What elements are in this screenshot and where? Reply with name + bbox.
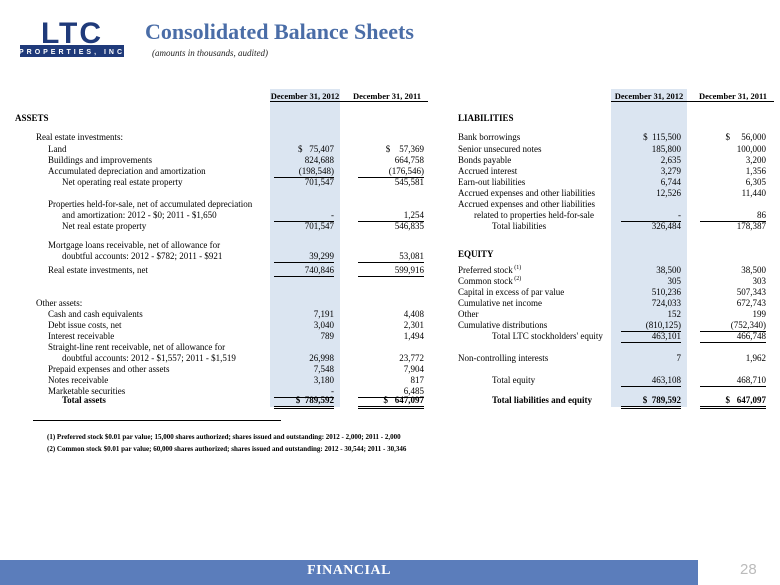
assets-row-value-2012: - [274, 386, 334, 398]
assets-row-label: Mortgage loans receivable, net of allowance for [48, 240, 221, 250]
assets-row-value-2011: 1,494 [403, 331, 424, 341]
equity-row-value-2012: (810,125) [621, 320, 681, 332]
liabilities-row-value-2012: 326,484 [651, 221, 681, 231]
liabilities-row-value-2012: 3,279 [660, 166, 681, 176]
assets-row-label: Real estate investments, net [48, 265, 148, 275]
liabilities-row-value-2011: 6,305 [745, 177, 766, 187]
equity-row-label: Non-controlling interests [458, 353, 549, 363]
equity-row-value-2011: 1,962 [745, 353, 766, 363]
assets-row-value-2011: 599,916 [358, 265, 424, 277]
assets-row-value-2011: 53,081 [358, 251, 424, 263]
equity-row-value-2011: 468,710 [700, 375, 766, 387]
assets-row-value-2011: $ 57,369 [385, 144, 424, 154]
assets-row-label: Land [48, 144, 67, 154]
page-title: Consolidated Balance Sheets [145, 19, 414, 44]
ltc-logo [20, 15, 124, 58]
equity-row-label: Other [458, 309, 479, 319]
liabilities-row-value-2011: 11,440 [741, 188, 766, 198]
equity-row-value-2012: 152 [667, 309, 681, 319]
equity-row-value-2011: 466,748 [700, 331, 766, 343]
col-header-right-2012: December 31, 2012 [614, 91, 684, 101]
logo-text: LTC [40, 17, 104, 50]
equity-row-label: Preferred stock $^{(1)}$ [458, 265, 522, 275]
assets-row-value-2011: 7,904 [403, 364, 424, 374]
equity-row-value-2012: 463,108 [621, 375, 681, 387]
logo-subtext: PROPERTIES, INC [20, 49, 124, 56]
assets-row-value-2012: 26,998 [309, 353, 334, 363]
assets-row-value-2012: 789 [320, 331, 334, 341]
equity-row-footnote-ref: (2) [512, 276, 522, 282]
assets-row-label: Prepaid expenses and other assets [48, 364, 170, 374]
liabilities-row-value-2012: 185,800 [651, 144, 681, 154]
equity-row-value-2012: 463,101 [621, 331, 681, 343]
liabilities-row-value-2012: 2,635 [660, 155, 681, 165]
liabilities-row-label: related to properties held-for-sale [474, 210, 595, 220]
equity-row-value-2011: 303 [752, 276, 766, 286]
assets-row-label: Real estate investments: [36, 132, 123, 142]
equity-row-value-2012: $ 789,592 [621, 395, 681, 409]
equity-row-label: Total equity [492, 375, 536, 385]
liabilities-row-value-2012: 12,526 [656, 188, 681, 198]
liabilities-row-label: Bank borrowings [458, 132, 521, 142]
assets-row-value-2012: 7,191 [313, 309, 334, 319]
header-rule-right [611, 101, 774, 102]
assets-row-label: Debt issue costs, net [48, 320, 122, 330]
assets-row-value-2012: 3,040 [313, 320, 334, 330]
assets-row-label: Interest receivable [48, 331, 115, 341]
liabilities-row-value-2011: 100,000 [736, 144, 766, 154]
liabilities-row-value-2012: 6,744 [660, 177, 681, 187]
equity-row-value-2011: 672,743 [736, 298, 766, 308]
assets-row-value-2012: 701,547 [304, 177, 334, 187]
equity-row-value-2012: 510,236 [651, 287, 681, 297]
assets-row-label: Other assets: [36, 298, 83, 308]
assets-row-label: Cash and cash equivalents [48, 309, 143, 319]
liabilities-row-label: Accrued expenses and other liabilities [458, 199, 595, 209]
assets-row-label: Buildings and improvements [48, 155, 152, 165]
assets-row-value-2011: 545,581 [394, 177, 424, 187]
liabilities-row-value-2012: $ 115,500 [643, 132, 681, 142]
assets-row-value-2012: 701,547 [304, 221, 334, 231]
equity-row-footnote-ref: (1) [512, 265, 522, 271]
assets-row-value-2012: 7,548 [313, 364, 334, 374]
liabilities-heading: LIABILITIES [458, 113, 514, 123]
assets-row-value-2011: 664,758 [394, 155, 424, 165]
assets-row-value-2012: 39,299 [274, 251, 334, 263]
liabilities-row-label: Earn-out liabilities [458, 177, 526, 187]
col-header-left-2012: December 31, 2012 [270, 91, 340, 101]
equity-row-value-2012: 38,500 [656, 265, 681, 275]
footnote-1: (1) Preferred stock $0.01 par value; 15,000 shares authorized; shares issued and outstanding: 2012 - 2,000; 2011 - 2,000 [47, 433, 401, 441]
equity-row-value-2011: 507,343 [736, 287, 766, 297]
liabilities-row-value-2011: 3,200 [745, 155, 766, 165]
assets-row-value-2012: 824,688 [304, 155, 334, 165]
assets-row-label: Total assets [62, 395, 106, 405]
assets-row-value-2012: 3,180 [313, 375, 334, 385]
assets-row-value-2011: 817 [410, 375, 424, 385]
col-header-left-2011: December 31, 2011 [352, 91, 422, 101]
assets-row-value-2011: 546,835 [394, 221, 424, 231]
equity-heading: EQUITY [458, 249, 494, 259]
assets-row-label: Marketable securities [48, 386, 126, 396]
assets-row-label: Straight-line rent receivable, net of allowance for [48, 342, 226, 352]
assets-row-label: Accumulated depreciation and amortization [48, 166, 206, 176]
assets-row-value-2011: 2,301 [403, 320, 424, 330]
liabilities-row-label: Senior unsecured notes [458, 144, 542, 154]
assets-row-value-2012: (198,548) [274, 166, 334, 178]
assets-row-label: doubtful accounts: 2012 - $782; 2011 - $921 [62, 251, 223, 261]
footnote-rule [33, 420, 281, 421]
equity-row-value-2012: 305 [667, 276, 681, 286]
assets-row-value-2011: 6,485 [358, 386, 424, 398]
equity-row-value-2011: 199 [752, 309, 766, 319]
assets-row-label: Notes receivable [48, 375, 109, 385]
equity-row-label: Capital in excess of par value [458, 287, 565, 297]
assets-row-label: Net operating real estate property [62, 177, 183, 187]
liabilities-row-value-2011: 1,356 [745, 166, 766, 176]
footnote-2: (2) Common stock $0.01 par value; 60,000 shares authorized; shares issued and outstanding: 2012 - 30,544; 2011 - 30,346 [47, 445, 407, 453]
liabilities-row-value-2011: 86 [700, 210, 766, 222]
assets-row-label: doubtful accounts: 2012 - $1,557; 2011 - $1,519 [62, 353, 236, 363]
equity-row-value-2012: 7 [676, 353, 681, 363]
assets-row-value-2011: 23,772 [399, 353, 424, 363]
page-subtitle: (amounts in thousands, audited) [152, 48, 268, 58]
liabilities-row-label: Bonds payable [458, 155, 512, 165]
assets-row-label: Properties held-for-sale, net of accumulated depreciation [48, 199, 253, 209]
liabilities-row-label: Total liabilities [492, 221, 547, 231]
equity-row-value-2011: (752,340) [700, 320, 766, 332]
col-header-right-2011: December 31, 2011 [698, 91, 768, 101]
liabilities-row-value-2012: - [621, 210, 681, 222]
equity-row-label: Total liabilities and equity [492, 395, 592, 405]
assets-row-value-2011: 4,408 [403, 309, 424, 319]
liabilities-row-label: Accrued interest [458, 166, 518, 176]
assets-row-value-2012: $ 75,407 [298, 144, 334, 154]
page-number: 28 [740, 561, 757, 578]
equity-row-label: Total LTC stockholders' equity [492, 331, 603, 341]
assets-row-label: and amortization: 2012 - $0; 2011 - $1,650 [62, 210, 217, 220]
equity-row-value-2012: 724,033 [651, 298, 681, 308]
assets-row-value-2011: $ 647,097 [358, 395, 424, 409]
assets-row-label: Net real estate property [62, 221, 147, 231]
equity-row-label: Cumulative net income [458, 298, 542, 308]
assets-row-value-2012: 740,846 [274, 265, 334, 277]
liabilities-row-label: Accrued expenses and other liabilities [458, 188, 595, 198]
assets-row-value-2011: (176,546) [358, 166, 424, 178]
assets-row-value-2012: $ 789,592 [274, 395, 334, 409]
header-rule-left [270, 101, 428, 102]
assets-heading: ASSETS [15, 113, 49, 123]
footer-label: FINANCIAL [307, 563, 391, 578]
equity-row-label: Cumulative distributions [458, 320, 548, 330]
equity-row-value-2011: $ 647,097 [700, 395, 766, 409]
assets-row-value-2012: - [274, 210, 334, 222]
equity-row-value-2011: 38,500 [741, 265, 766, 275]
assets-row-value-2011: 1,254 [358, 210, 424, 222]
equity-row-label: Common stock $^{(2)}$ [458, 276, 522, 286]
liabilities-row-value-2011: 178,387 [736, 221, 766, 231]
liabilities-row-value-2011: $ 56,000 [725, 132, 766, 142]
